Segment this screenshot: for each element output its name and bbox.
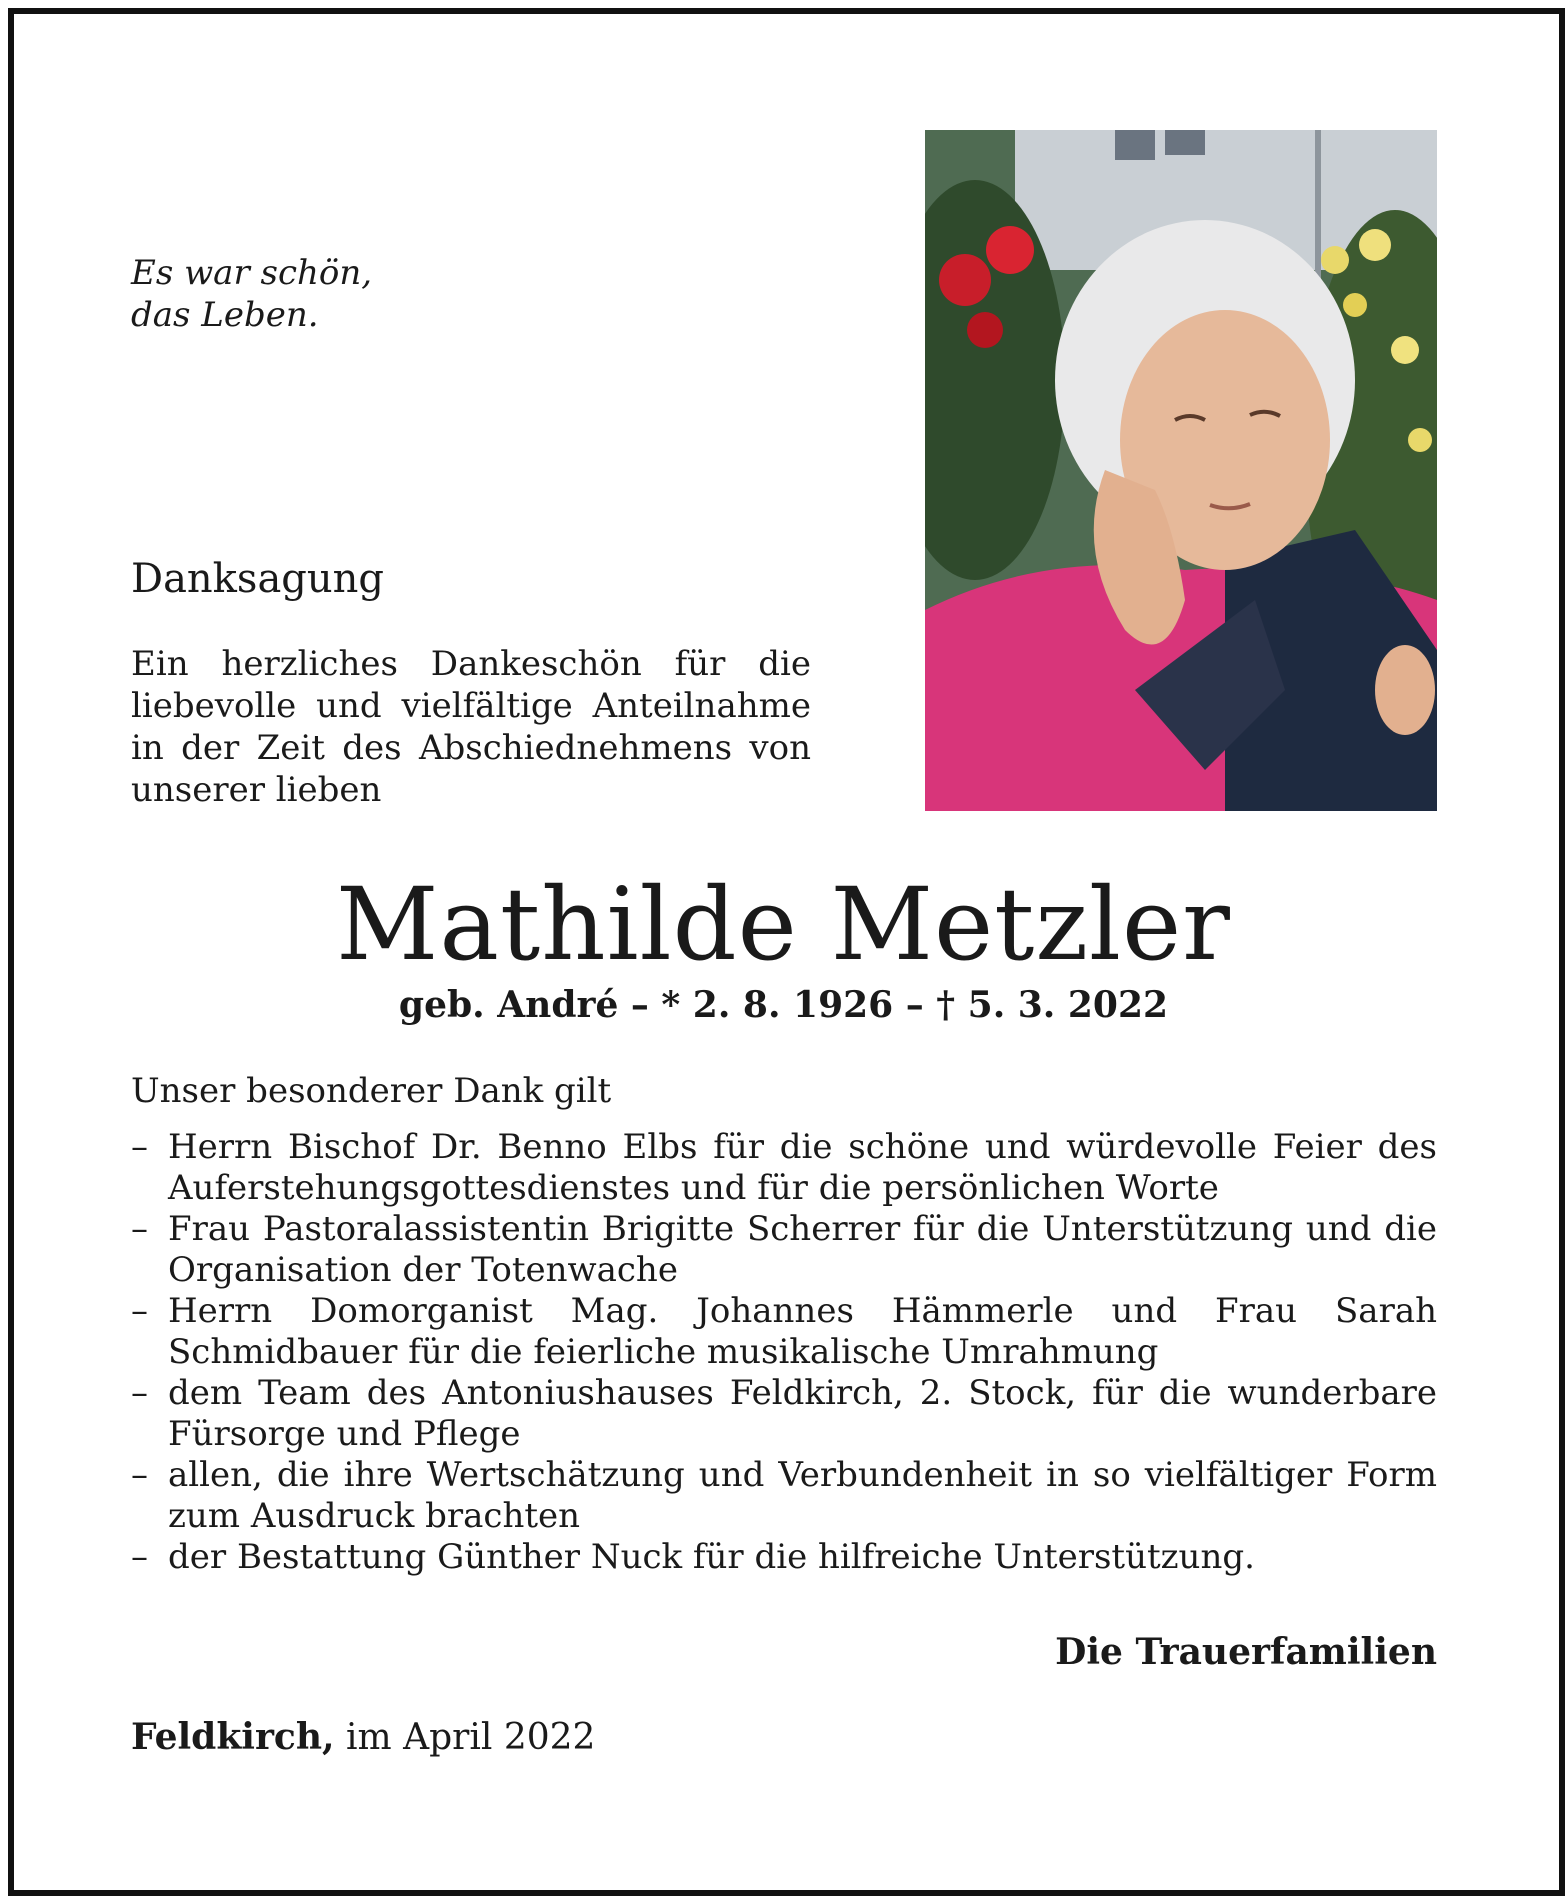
motto-line-1: Es war schön, [131, 253, 373, 293]
deceased-name: Mathilde Metzler [336, 866, 1231, 983]
list-dash: – [131, 1537, 148, 1577]
list-item-text: Herrn Bischof Dr. Benno Elbs für die schöne und würdevolle Feier des Auferstehungsgottesdienstes und für die persönlichen Worte [168, 1127, 1437, 1208]
list-item [131, 1373, 1437, 1455]
heading: Danksagung [131, 556, 385, 602]
list-dash: – [131, 1455, 148, 1495]
portrait-photo [925, 130, 1437, 811]
list-item [131, 1537, 1437, 1578]
list-item [131, 1209, 1437, 1291]
list-item-text: der Bestattung Günther Nuck für die hilfreiche Unterstützung. [168, 1537, 1255, 1577]
list-item [131, 1291, 1437, 1373]
motto-line-2: das Leben. [131, 295, 319, 335]
list-item [131, 1455, 1437, 1537]
list-dash: – [131, 1127, 148, 1167]
thanks-list [131, 1127, 1437, 1578]
list-dash: – [131, 1291, 148, 1331]
place-date [131, 1715, 595, 1760]
signature: Die Trauerfamilien [1055, 1631, 1437, 1673]
list-item-text: Herrn Domorganist Mag. Johannes Hämmerle und Frau Sarah Schmidbauer für die feierliche musikalische Umrahmung [168, 1291, 1437, 1372]
list-item-text: dem Team des Antoniushauses Feldkirch, 2. Stock, für die wunderbare Fürsorge und Pflege [168, 1373, 1437, 1454]
list-item [131, 1127, 1437, 1209]
thanks-intro: Unser besonderer Dank gilt [131, 1071, 612, 1111]
life-dates: geb. André – * 2. 8. 1926 – † 5. 3. 2022 [398, 984, 1169, 1026]
motto [131, 252, 372, 336]
list-dash: – [131, 1373, 148, 1413]
intro-text: Ein herzliches Dankeschön für die liebevolle und vielfältige Anteilnahme in der Zeit des Abschiednehmens von unserer lieben [131, 644, 811, 810]
list-item-text: Frau Pastoralassistentin Brigitte Scherrer für die Unterstützung und die Organisation der Totenwache [168, 1209, 1437, 1290]
list-item-text: allen, die ihre Wertschätzung und Verbundenheit in so vielfältiger Form zum Ausdruck brachten [168, 1455, 1437, 1536]
place-date-text: im April 2022 [346, 1717, 596, 1758]
place-city: Feldkirch, [131, 1716, 335, 1758]
list-dash: – [131, 1209, 148, 1249]
